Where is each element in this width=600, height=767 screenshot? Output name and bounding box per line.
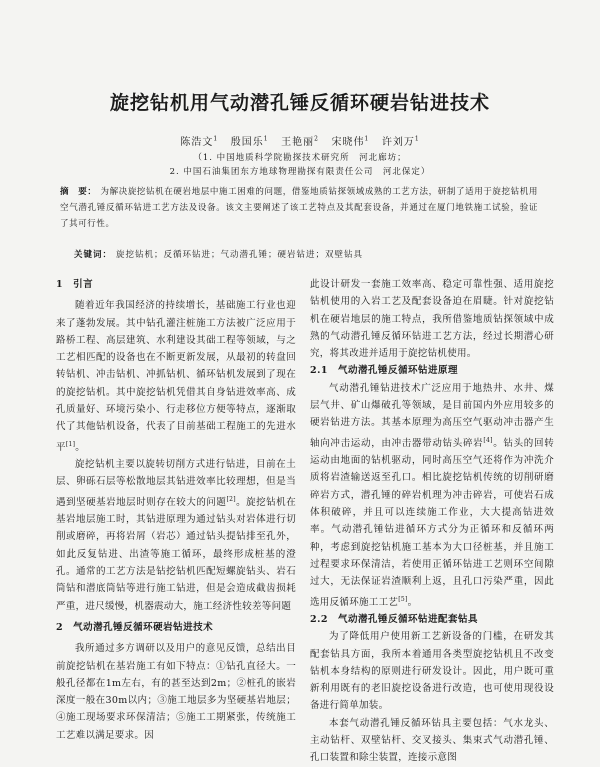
keywords <box>74 248 534 260</box>
author-name: 宋晓伟 <box>331 137 365 148</box>
paragraph-text: 气动潜孔锤钻进技术广泛应用于地热井、水井、煤层气井、矿山爆破孔等领域，是目前国内外应用较多的硬岩钻进方法。其基本原理为高压空气驱动冲击器产生轴向冲击运动，由冲击器带动钻头碎岩 <box>310 382 554 449</box>
citation-ref: [2] <box>226 495 236 503</box>
body-paragraph <box>310 380 554 611</box>
author-name: 许刘万 <box>381 137 415 148</box>
author-affiliation-mark: 1 <box>263 135 269 143</box>
paper-title: 旋挖钻机用气动潜孔锤反循环硬岩钻进技术 <box>109 92 490 114</box>
section-heading: 1 引言 <box>56 279 94 290</box>
keywords-text: 旋挖钻机；反循环钻进；气动潜孔锤；硬岩钻进；双壁钻具 <box>116 250 364 260</box>
paragraph-text: 。旋挖钻机在基岩地层施工时，其钻进原理为通过钻头对岩体进行切削或磨碎，再将岩屑（岩芯）通过钻头提钻排至孔外，如此反复钻进、出渣等施工循环，最终形成桩基的澄孔。通常的工艺方法是钻挖钻机匹配短螺旋钻头、岩石筒钻和潜底筒钻等进行施工钻进，但是会造成截齿损耗严重，进尺缓慢，机器震动大，施工经济性较差等问题 <box>56 496 296 612</box>
citation-ref: [1] <box>65 440 76 448</box>
affiliation-line: （1. 中国地质科学院勘探技术研究所 河北廊坊； <box>193 153 407 163</box>
author-affiliation-mark: 1 <box>213 135 219 143</box>
body-paragraph: 为了降低用户使用新工艺新设备的门槛，在研发其配套钻具方面，我所本着通用各类型旋挖钻机且不改变钻机本身结构的原则进行研发设计。因此，用户既可重新利用既有的老旧旋挖设备进行改造，也可使用现役设备进行简单加装。 <box>310 631 554 712</box>
paragraph-text: 。 <box>75 441 86 453</box>
author-name: 王艳丽 <box>281 137 315 148</box>
subsection-heading: 2.1 气动潜孔锤反循环钻进原理 <box>310 365 459 377</box>
citation-ref: [5] <box>398 595 408 603</box>
body-paragraph: 我所通过多方调研以及用户的意见反馈，总结出目前旋挖钻机在基岩施工有如下特点：①钻孔直径大。一般孔径都在1m左右，有的甚至达到2m；②桩孔的嵌岩深度一般在30m以内；③施工地层多为坚硬基岩地层；④施工现场要求环保清洁；⑤施工工期紧张，传统施工工艺难以满足要求。因 <box>56 643 296 741</box>
body-paragraph: 此设计研发一套施工效率高、稳定可靠性强、适用旋挖钻机使用的入岩工艺及配套设备迫在眉睫。针对旋挖钻机在硬岩地层的施工特点，我所借鉴地质钻探领域中成熟的气动潜孔锤反循环钻进工艺方法，经过长期潜心研究，将其改进并适用于旋挖钻机使用。 <box>310 279 554 360</box>
paragraph-text: 。钻头的回转运动由地面的钻机驱动，同时高压空气还将作为冲洗介质将岩渣输送返至孔口。相比旋挖钻机传统的切削研磨碎岩方式，潜孔锤的碎岩机理为冲击碎岩，可使岩石成体积破碎，并且可以连续施工作业，大大提高钻进效率。气动潜孔锤钻进循环方式分为正循环和反循环两种，考虑到旋挖钻机施工基本为大口径桩基，并且施工过程要求环保清洁，若使用正循环钻进工艺则环空间隙过大，无法保证岩渣顺利上返，且孔口污染严重，因此选用反循环施工工艺 <box>310 437 554 608</box>
keywords-label: 关键词： <box>74 250 113 260</box>
body-paragraph <box>56 456 296 615</box>
abstract-label: 摘 要： <box>60 187 97 197</box>
body-paragraph <box>56 297 296 456</box>
citation-ref: [4] <box>483 436 493 444</box>
author-affiliation-mark: 1 <box>364 135 370 143</box>
author-affiliation-mark: 2 <box>314 135 319 143</box>
body-paragraph: 本套气动潜孔锤反循环钻具主要包括：气水龙头、主动钻杆、双壁钻杆、交叉接头、集束式气动潜孔锤、孔口装置和除尘装置，连接示意图 <box>310 717 554 764</box>
section-heading: 2 气动潜孔锤反循环硬岩钻进技术 <box>56 621 214 633</box>
subsection-heading: 2.2 气动潜孔锤反循环钻进配套钻具 <box>310 613 479 625</box>
author-name: 陈浩文 <box>180 137 214 148</box>
affiliation-line: 2. 中国石油集团东方地球物理勘探有限责任公司 河北保定） <box>169 167 431 177</box>
paragraph-text: 随着近年我国经济的持续增长，基础施工行业也迎来了蓬勃发展。其中钻孔灌注桩施工方法被广泛应用于路桥工程、高层建筑、水利建设其础工程等领域，与之工艺相匹配的设备也在不断更新发展，从最初的转盘回转钻机、冲击钻机、冲抓钻机、循环钻机发展到了现在的旋挖钻机。其中旋挖钻机凭借其自身钻进效率高、成孔质量好、环境污染小、行走移位方便等特点，逐渐取代了其他钻机设备，代表了目前基础工程施工的先进水平 <box>56 300 296 453</box>
paragraph-text: 。 <box>407 596 418 608</box>
right-column <box>310 276 554 767</box>
left-column <box>56 276 296 744</box>
author-affiliation-mark: 1 <box>414 135 420 143</box>
abstract <box>60 184 538 232</box>
author-list <box>0 133 600 148</box>
author-name: 殷国乐 <box>230 137 264 148</box>
abstract-text: 为解决旋挖钻机在硬岩地层中施工困难的问题，借鉴地质钻探领域成熟的工艺方法，研制了适用于旋挖钻机用空气潜孔锤反循环钻进工艺方法及设备。该文主要阐述了该工艺特点及其配套设备，并通过在厦门地铁施工试验，验证了其可行性。 <box>60 187 538 229</box>
paragraph-text: 旋挖钻机主要以旋转切削方式进行钻进，目前在土层、卵砾石层等松散地层其钻进效率比较理想，但是当遇到坚硬基岩地层时则存在较大的问题 <box>56 459 296 508</box>
